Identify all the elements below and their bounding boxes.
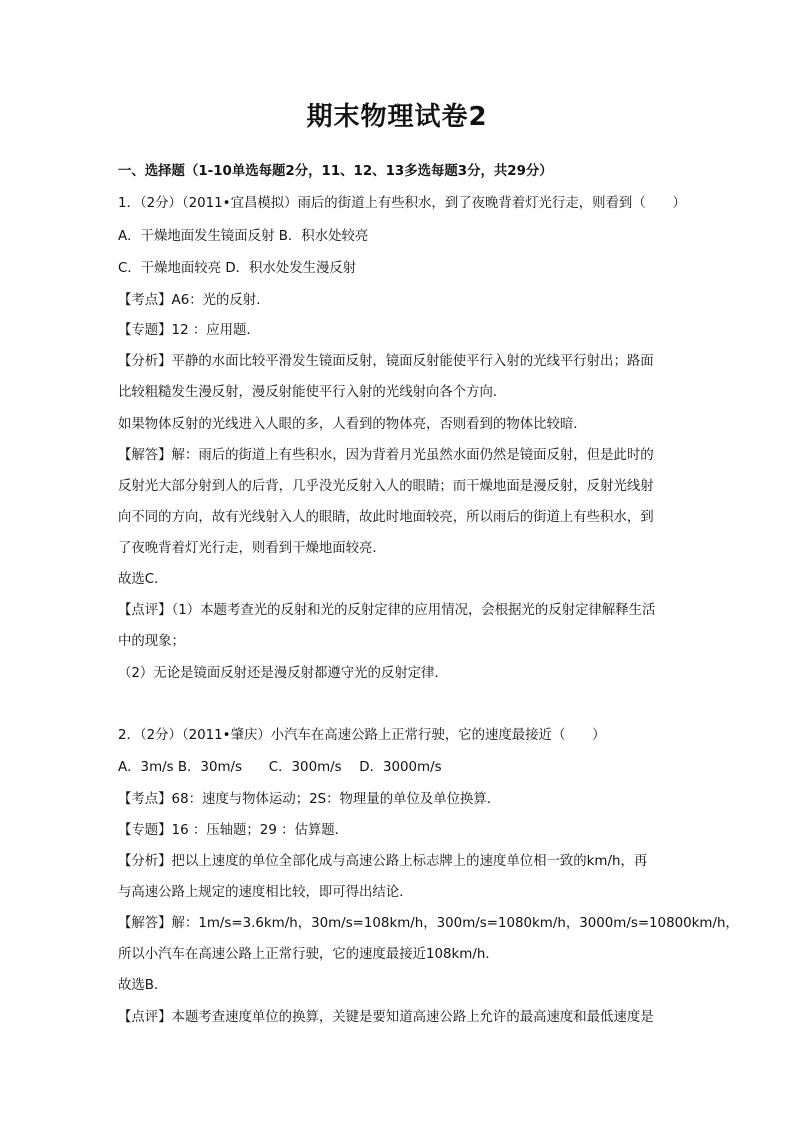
- question-1-solution-line: 了夜晚背着灯光行走，则看到干燥地面较亮．: [118, 541, 386, 556]
- question-2-kaodian: 【考点】68：速度与物体运动；2S：物理量的单位及单位换算．: [118, 792, 501, 807]
- question-1-options-cd: C．干燥地面较亮 D．积水处发生漫反射: [118, 261, 357, 276]
- question-2-comment-line: 【点评】本题考查速度单位的换算，关键是要知道高速公路上允许的最高速度和最低速度是: [118, 1010, 654, 1025]
- question-2-analysis-line: 【分析】把以上速度的单位全部化成与高速公路上标志牌上的速度单位相一致的km/h，再: [118, 854, 648, 869]
- question-1-options-ab: A．干燥地面发生镜面反射 B．积水处较亮: [118, 229, 369, 244]
- question-2-answer: 故选B．: [118, 978, 168, 993]
- question-1-analysis-line: 如果物体反射的光线进入人眼的多，人看到的物体亮，否则看到的物体比较暗．: [118, 417, 587, 432]
- question-1-kaodian: 【考点】A6：光的反射．: [118, 293, 270, 308]
- section-header: 一、选择题（1-10单选每题2分，11、12、13多选每题3分，共29分）: [118, 164, 553, 179]
- question-1-zhuanti: 【专题】12 ：应用题．: [118, 323, 260, 338]
- question-2-stem: 2．（2分）（2011•肇庆）小汽车在高速公路上正常行驶，它的速度最接近（ ）: [118, 728, 606, 743]
- question-1-comment-line: （2）无论是镜面反射还是漫反射都遵守光的反射定律．: [118, 666, 448, 681]
- question-1-solution-line: 向不同的方向，故有光线射入人的眼睛，故此时地面较亮，所以雨后的街道上有些积水，到: [118, 510, 654, 525]
- question-1-stem: 1．（2分）（2011•宜昌模拟）雨后的街道上有些积水，到了夜晚背着灯光行走，则看到（ ）: [118, 196, 686, 211]
- question-1-comment-line: 中的现象；: [118, 634, 185, 649]
- question-1-answer: 故选C．: [118, 572, 168, 587]
- question-1-solution-line: 【解答】解：雨后的街道上有些积水，因为背着月光虽然水面仍然是镜面反射，但是此时的: [118, 448, 654, 463]
- question-2-options: A．3m/s B．30m/s C．300m/s D．3000m/s: [118, 760, 442, 775]
- question-2-analysis-line: 与高速公路上规定的速度相比较，即可得出结论．: [118, 885, 413, 900]
- page-title: 期末物理试卷2: [306, 102, 488, 132]
- question-2-solution-line: 【解答】解：1m/s=3.6km/h，30m/s=108km/h，300m/s=1080km/h，3000m/s=10800km/h，: [118, 916, 739, 931]
- question-1-analysis-line: 【分析】平静的水面比较平滑发生镜面反射，镜面反射能使平行入射的光线平行射出；路面: [118, 354, 654, 369]
- question-2-solution-line: 所以小汽车在高速公路上正常行驶，它的速度最接近108km/h．: [118, 947, 499, 962]
- question-2-zhuanti: 【专题】16 ：压轴题；29 ：估算题．: [118, 823, 349, 838]
- question-1-analysis-line: 比较粗糙发生漫反射，漫反射能使平行入射的光线射向各个方向．: [118, 385, 507, 400]
- question-1-comment-line: 【点评】（1）本题考查光的反射和光的反射定律的应用情况，会根据光的反射定律解释生活: [118, 603, 656, 618]
- question-1-solution-line: 反射光大部分射到人的后背，几乎没光反射入人的眼睛；而干燥地面是漫反射，反射光线射: [118, 479, 654, 494]
